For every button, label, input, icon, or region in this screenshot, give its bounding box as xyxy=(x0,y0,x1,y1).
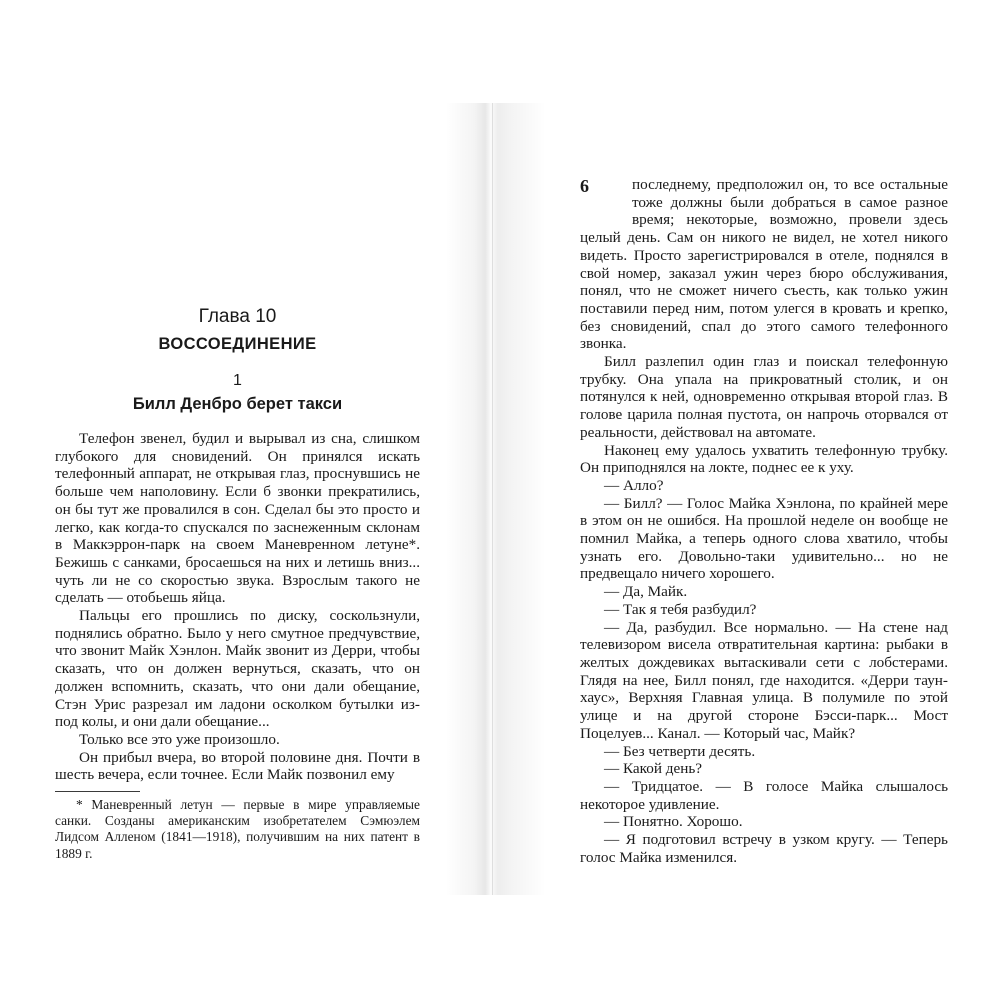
page-number: 6 xyxy=(580,176,589,196)
paragraph: — Тридцатое. — В голосе Майка слышалось некоторое удивление. xyxy=(580,777,948,813)
paragraph: — Понятно. Хорошо. xyxy=(604,813,743,831)
paragraph: — Да, Майк. xyxy=(604,583,688,601)
page-number-float xyxy=(580,176,632,213)
paragraph: — Алло? xyxy=(604,476,664,494)
paragraph: Наконец ему удалось ухватить телефонную трубку. Он приподнялся на локте, поднес ее к уху. xyxy=(580,441,948,477)
paragraph: — Без четверти десять. xyxy=(604,742,756,760)
left-page-body xyxy=(55,430,420,784)
paragraph: Он прибыл вчера, во второй половине дня. Почти в шесть вечера, если точнее. Если Майк позвонил ему xyxy=(55,748,420,784)
paragraph: последнему, предположил он, то все остальные тоже должны были добраться в самое разное время; некоторые, возможно, провели здесь целый день. Сам он никого не видел, не хотел никого видеть. Просто зарегистрировался в отеле, поднялся в свой номер, заказал ужин через бюро обслуживания, понял, что не сможет ничего съесть, как только ужин поставили перед ним, потом улегся в кровать и крепко, без сновидений, спал до этого самого телефонного звонка. xyxy=(580,176,948,353)
paragraph: — Да, разбудил. Все нормально. — На стене над телевизором висела отвратительная картина: рыбаки в желтых дождевиках вытаскивали сети с лобстерами. Глядя на нее, Билл понял, где находится. «Дерри таун-хаус», Верхняя Главная улица. В полумиле по этой улице и на другой стороне Бэсси-парк... Мост Поцелуев... Канал. — Который час, Майк? xyxy=(580,618,948,742)
paragraph: Телефон звенел, будил и вырывал из сна, слишком глубокого для сновидений. Он принялся искать телефонный аппарат, не открывая глаз, проснувшись не больше чем наполовину. Если б звонки прекратились, он бы тут же провалился в сон. Сделал бы это просто и легко, как когда-то спускался по заснеженным склонам в Маккэррон-парк на своем Маневренном летуне*. Бежишь с санками, бросаешься на них и летишь вниз... чуть ли не со скоростью звука. Взрослым такого не сделать — отобьешь яйца. xyxy=(55,430,420,607)
paragraph: — Какой день? xyxy=(604,760,703,778)
right-page-body xyxy=(580,176,948,866)
footnote-text: * Маневренный летун — первые в мире управляемые санки. Созданы американским изобретателем Сэмюэлем Лидсом Алленом (1841—1918), получившим на них патент в 1889 г. xyxy=(55,797,420,861)
left-page xyxy=(55,306,420,862)
paragraph: — Я подготовил встречу в узком кругу. — Теперь голос Майка изменился. xyxy=(580,831,948,866)
chapter-label: Глава 10 xyxy=(198,306,277,327)
paragraph: Только все это уже произошло. xyxy=(79,730,280,748)
paragraph: Билл разлепил один глаз и поискал телефонную трубку. Она упала на прикроватный столик, и он потянулся к ней, одновременно открывая второй глаз. В голове царила полная пустота, он напрочь оторвался от реальности, действовал на автомате. xyxy=(580,353,948,441)
paragraph: — Билл? — Голос Майка Хэнлона, по крайней мере в этом он не ошибся. На прошлой неделе он вообще не помнил Майка, а теперь одного слова хватило, чтобы узнать его. Довольно-таки удивительно... но не предвещало ничего хорошего. xyxy=(580,494,948,583)
right-page xyxy=(580,176,948,866)
paragraph: Пальцы его прошлись по диску, соскользнули, поднялись обратно. Было у него смутное предчувствие, что звонит Майк Хэнлон. Майк звонит из Дерри, чтобы сказать, что он должен вернуться, сказать, что он должен вспомнить, сказать, что они дали обещание, Стэн Урис разрезал им ладони осколком бутылки из-под колы, и они дали обещание... xyxy=(55,607,420,731)
section-title: Билл Денбро берет такси xyxy=(132,395,343,413)
gutter-shadow xyxy=(445,103,557,895)
gutter-seam xyxy=(492,103,493,895)
paragraph: — Так я тебя разбудил? xyxy=(604,600,757,618)
footnote-rule xyxy=(55,791,140,792)
footnote-block xyxy=(55,791,420,862)
chapter-title: ВОССОЕДИНЕНИЕ xyxy=(158,335,317,353)
section-number: 1 xyxy=(233,372,242,389)
